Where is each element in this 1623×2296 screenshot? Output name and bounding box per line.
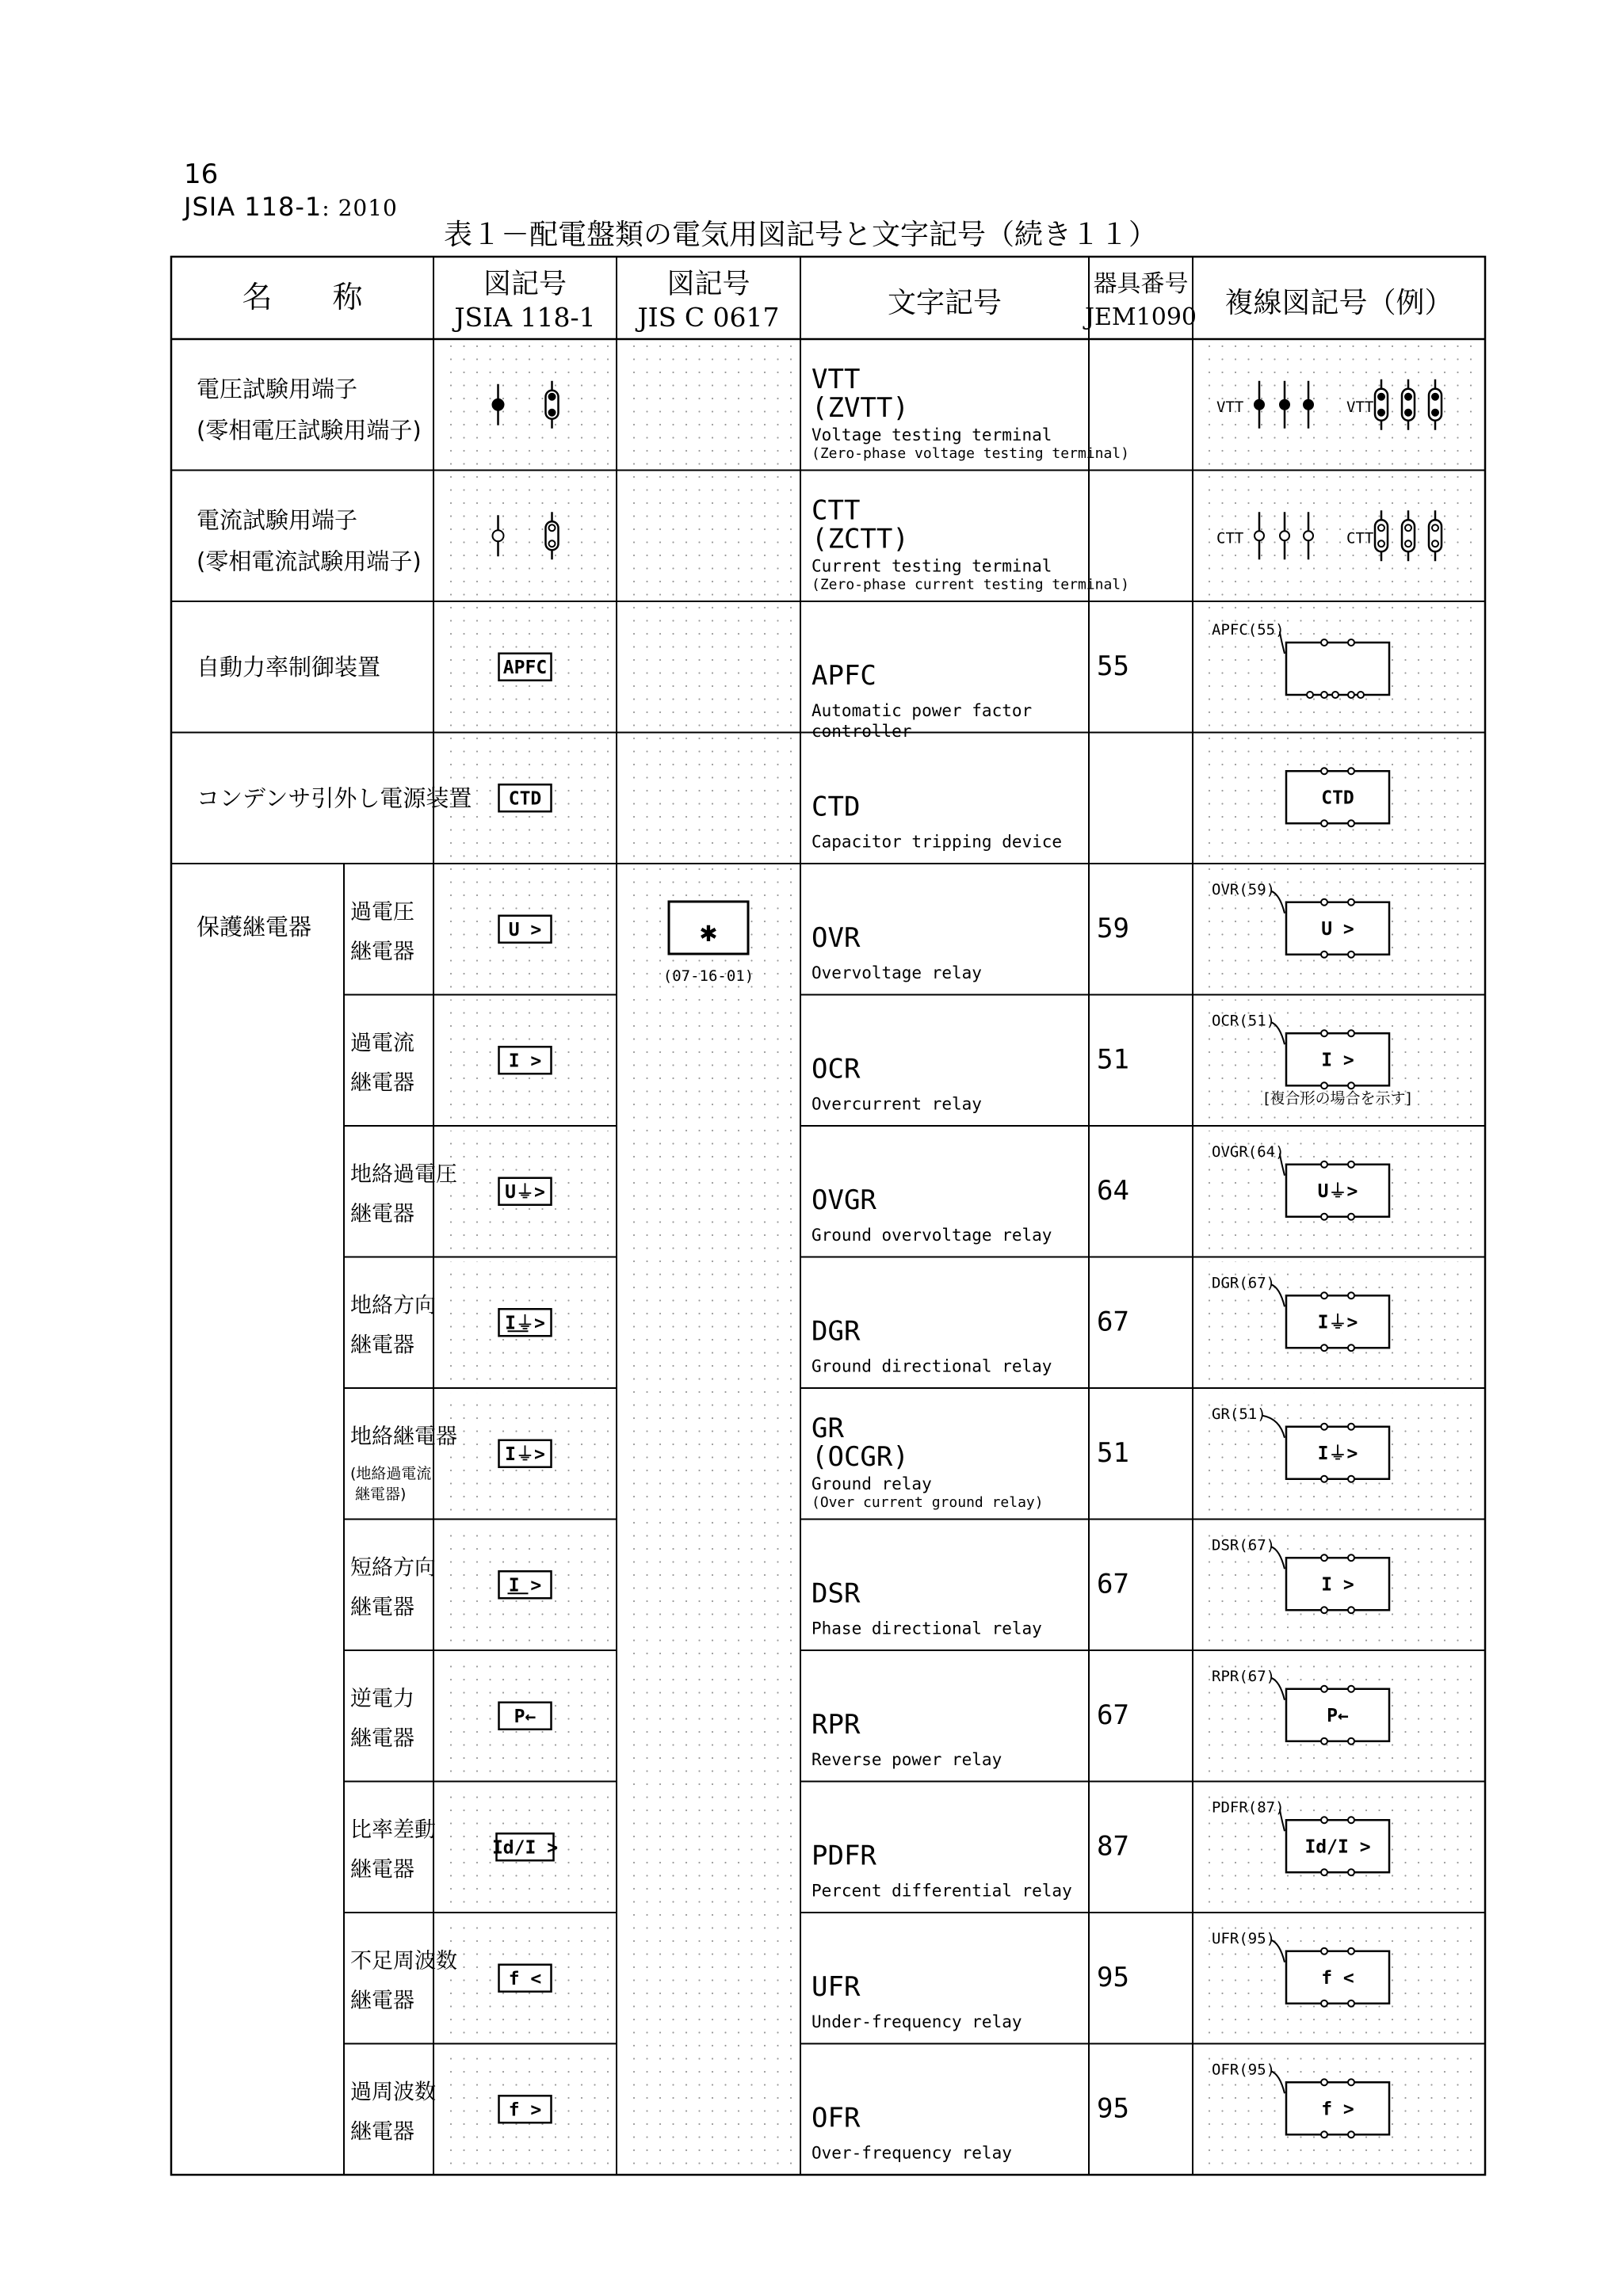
relay-symbol-text: f < [508,1968,542,1989]
table-title: 表１－配電盤類の電気用図記号と文字記号（続き１１） [444,219,1158,251]
example-box-text: CTD [1321,788,1354,809]
letter-code: PDFR [812,1840,876,1872]
letter-code: APFC [812,659,876,692]
example-box [1286,643,1389,695]
jem-number: 51 [1097,1043,1129,1076]
terminal-dot-icon [549,524,556,531]
example-contact-icon [1348,1030,1354,1036]
row-name-sub: 継電器 [350,1333,414,1358]
example-contact-icon [1321,1161,1327,1168]
example-contact-icon [1321,2000,1327,2007]
example-terminal-icon [1378,540,1384,547]
example-contact-icon [1321,952,1327,958]
example-label: PDFR(87) [1212,1798,1285,1817]
example-contact-icon [1348,1686,1354,1692]
col-header-jem: 器具番号 [1093,270,1189,298]
example-box-text: Id/I > [1304,1836,1371,1858]
jem-number: 95 [1097,1961,1129,1993]
example-label: DGR(67) [1212,1274,1276,1292]
example-contact-icon [1348,820,1354,826]
example-contact-icon [1348,1869,1354,1875]
example-contact-icon [1321,2131,1327,2138]
row-name-sub: 継電器 [350,1202,414,1226]
letter-code-sub: (OCGR) [812,1441,909,1473]
relay-symbol-text: U > [508,919,542,940]
letter-code: GR [812,1413,844,1444]
example-contact-icon [1348,1554,1354,1561]
example-terminal-icon [1405,524,1411,531]
row-name-sub: 継電器 [350,1989,414,2013]
example-contact-icon [1321,1344,1327,1351]
english-name: Voltage testing terminal [812,425,1052,444]
example-contact-icon [1348,1082,1354,1089]
example-contact-icon [1348,1607,1354,1613]
example-contact-icon [1348,1214,1354,1220]
row-name: 電流試験用端子 [197,506,358,534]
example-contact-icon [1348,1161,1354,1168]
terminal-dot-icon [549,394,556,400]
example-contact-icon [1321,1607,1327,1613]
example-terminal-icon [1254,531,1264,540]
example-contact-icon [1307,692,1313,698]
example-contact-icon [1321,899,1327,906]
jis-reference-number: (07-16-01) [663,967,754,985]
example-terminal-icon [1432,410,1438,416]
example-contact-icon [1321,820,1327,826]
row-name-sub: 継電器 [350,1726,414,1751]
example-label: UFR(95) [1212,1929,1276,1947]
example-contact-icon [1348,1817,1354,1823]
jem-number: 51 [1097,1436,1129,1469]
row-name-sub: 継電器 [350,2119,414,2145]
row-name: 不足周波数 [350,1949,457,1974]
row-name-sub: 継電器 [350,1595,414,1620]
row-name-sub: 継電器 [350,1857,414,1882]
english-name: Overvoltage relay [812,963,982,982]
example-terminal-icon [1432,394,1438,400]
example-terminal-icon [1378,410,1384,416]
example-contact-icon [1321,2079,1327,2085]
example-terminal-icon [1254,400,1264,410]
english-name: Reverse power relay [812,1749,1002,1769]
example-contact-icon [1348,768,1354,774]
english-name: Automatic power factor [812,700,1033,720]
example-contact-icon [1321,1948,1327,1955]
terminal-open-icon [493,530,504,541]
letter-code: CTT [812,494,861,527]
col-header-jis: 図記号 [666,269,750,300]
example-terminal-icon [1304,400,1313,410]
letter-code-sub: (ZVTT) [812,392,909,424]
relay-symbol-text: Id/I > [491,1837,559,1859]
example-label: DSR(67) [1212,1536,1276,1554]
example-contact-icon [1348,1738,1354,1745]
example-contact-icon [1321,639,1327,646]
relay-symbol-text: f > [508,2100,542,2121]
jis-dot-area [623,475,794,597]
example-label-2: CTT [1346,529,1374,547]
example-contact-icon [1348,1292,1354,1299]
english-name: Capacitor tripping device [812,832,1063,852]
example-contact-icon [1348,692,1354,698]
example-contact-icon [1321,1082,1327,1089]
english-name: Percent differential relay [812,1881,1072,1901]
example-contact-icon [1321,768,1327,774]
asterisk-icon: ✱ [700,916,717,948]
jem-number: 64 [1097,1174,1129,1207]
row-name: 地絡継電器 [350,1425,457,1449]
col-header-jem-code: JEM1090 [1085,303,1197,331]
letter-code: UFR [812,1970,861,2003]
row-name: 短絡方向 [350,1555,436,1581]
row-name: コンデンサ引外し電源装置 [197,784,472,812]
letter-code-sub: (ZCTT) [812,523,909,555]
example-terminal-icon [1280,400,1289,410]
example-label: OCR(51) [1212,1012,1276,1030]
relay-symbol-text: I > [508,1051,542,1072]
row-name-sub: (零相電圧試験用端子) [197,416,422,444]
jem-number: 95 [1097,2092,1129,2125]
row-name-note: 継電器) [355,1486,407,1503]
jem-number: 87 [1097,1830,1129,1863]
english-name-sub: controller [812,721,912,741]
row-name-sub: (零相電流試験用端子) [197,547,422,575]
example-terminal-icon [1378,394,1384,400]
example-contact-icon [1348,952,1354,958]
row-name: 地絡方向 [350,1293,436,1318]
example-box-text: I⏚> [1317,1312,1358,1333]
example-label: RPR(67) [1212,1667,1276,1685]
example-box-text: I > [1321,1050,1354,1071]
example-contact-icon [1321,1686,1327,1692]
example-contact-icon [1321,1030,1327,1036]
standard-code: JSIA 118-1 [184,192,323,222]
english-name: Ground directional relay [812,1356,1052,1376]
jem-number: 67 [1097,1568,1129,1600]
example-contact-icon [1321,1424,1327,1430]
terminal-dot-icon [493,399,504,410]
example-contact-icon [1348,899,1354,906]
letter-code: OVGR [812,1184,876,1216]
example-label: OVR(59) [1212,880,1276,898]
example-contact-icon [1321,1292,1327,1299]
relay-symbol-text: P← [514,1706,537,1727]
example-contact-icon [1321,1554,1327,1561]
row-name-sub: 継電器 [350,940,414,964]
example-box-text: I > [1321,1574,1354,1596]
row-name-sub: 継電器 [350,1070,414,1096]
english-name-sub: (Zero-phase voltage testing terminal) [812,445,1129,462]
standard-year: : 2010 [322,195,398,221]
example-terminal-icon [1432,524,1438,531]
letter-code: OVR [812,921,861,954]
example-terminal-icon [1432,540,1438,547]
terminal-dot-icon [549,540,556,547]
relay-symbol-text: I⏚> [505,1444,545,1465]
example-contact-icon [1348,1948,1354,1955]
example-box-text: U > [1321,918,1354,940]
letter-code: VTT [812,364,861,395]
example-contact-icon [1348,2000,1354,2007]
relay-symbol-text: APFC [502,657,548,678]
jem-number: 55 [1097,650,1129,682]
example-label: APFC(55) [1212,621,1285,639]
letter-code: RPR [812,1708,861,1741]
letter-code: DGR [812,1315,861,1348]
example-box-text: U⏚> [1317,1180,1358,1202]
example-note: [複合形の場合を示す] [1264,1089,1411,1108]
row-name: 比率差動 [350,1817,436,1843]
english-name: Ground relay [812,1474,932,1493]
example-terminal-icon [1405,394,1411,400]
col-header-jsia-code: JSIA 118-1 [454,302,596,333]
example-contact-icon [1332,692,1338,698]
jsia-dot-area [440,344,610,466]
letter-code: DSR [812,1577,861,1610]
example-terminal-icon [1405,410,1411,416]
jis-dot-area [623,344,794,466]
letter-code: CTD [812,791,861,823]
jis-dot-area [623,606,794,728]
relay-symbol-text: I > [508,1575,542,1596]
english-name: Under-frequency relay [812,2012,1022,2031]
english-name: Overcurrent relay [812,1094,982,1114]
example-contact-icon [1321,692,1327,698]
example-terminal-icon [1378,524,1384,531]
jem-number: 59 [1097,912,1129,944]
example-contact-icon [1321,1476,1327,1482]
english-name: Over-frequency relay [812,2143,1012,2163]
group-name-protective-relay: 保護継電器 [197,913,312,940]
row-name: 過電流 [350,1031,414,1056]
row-name: 逆電力 [350,1687,414,1711]
example-label-2: VTT [1346,398,1374,416]
example-contact-icon [1348,1476,1354,1482]
terminal-dot-icon [549,410,556,416]
english-name-sub: (Over current ground relay) [812,1494,1044,1511]
example-label: VTT [1216,398,1244,416]
jem-number: 67 [1097,1306,1129,1338]
example-box-text: P← [1327,1705,1349,1726]
example-label: CTT [1216,529,1244,547]
example-contact-icon [1321,1214,1327,1220]
english-name: Ground overvoltage relay [812,1225,1052,1245]
row-name-note: (地絡過電流 [350,1465,432,1482]
example-contact-icon [1348,639,1354,646]
col-header-letter: 文字記号 [887,287,1002,319]
jis-dot-area [623,738,794,860]
row-name: 過周波数 [350,2080,436,2105]
jis-dot-area-merged [623,868,794,2170]
english-name: Current testing terminal [812,556,1052,576]
row-name: 電圧試験用端子 [197,375,358,402]
relay-symbol-text: CTD [508,788,542,810]
english-name-sub: (Zero-phase current testing terminal) [812,576,1129,593]
example-contact-icon [1348,1424,1354,1430]
col-header-multi: 複線図記号（例） [1224,287,1453,319]
example-contact-icon [1348,1344,1354,1351]
row-name: 地絡過電圧 [350,1162,457,1187]
example-terminal-icon [1280,531,1289,540]
jsia-dot-area [440,475,610,597]
relay-symbol-text: I⏚> [505,1313,545,1334]
example-contact-icon [1321,1869,1327,1875]
example-contact-icon [1348,2079,1354,2085]
example-box-text: f < [1321,1967,1354,1989]
example-contact-icon [1358,692,1364,698]
example-box-text: f > [1321,2099,1354,2120]
example-terminal-icon [1304,531,1313,540]
example-label: OFR(95) [1212,2061,1276,2079]
example-box-text: I⏚> [1317,1443,1358,1464]
col-header-jis-code: JIS C 0617 [637,302,780,333]
example-label: OVGR(64) [1212,1142,1285,1161]
english-name: Phase directional relay [812,1619,1042,1638]
example-contact-icon [1321,1738,1327,1745]
example-terminal-icon [1405,540,1411,547]
example-contact-icon [1348,2131,1354,2138]
letter-code: OCR [812,1053,861,1085]
row-name: 過電圧 [350,900,414,925]
col-header-jsia: 図記号 [483,269,567,300]
relay-symbol-text: U⏚> [505,1181,545,1203]
jem-number: 67 [1097,1699,1129,1731]
example-label: GR(51) [1212,1405,1266,1423]
col-header-name: 名 称 [242,280,363,315]
letter-code: OFR [812,2102,861,2134]
example-contact-icon [1321,1817,1327,1823]
row-name: 自動力率制御装置 [197,653,381,681]
page-number: 16 [184,158,219,190]
